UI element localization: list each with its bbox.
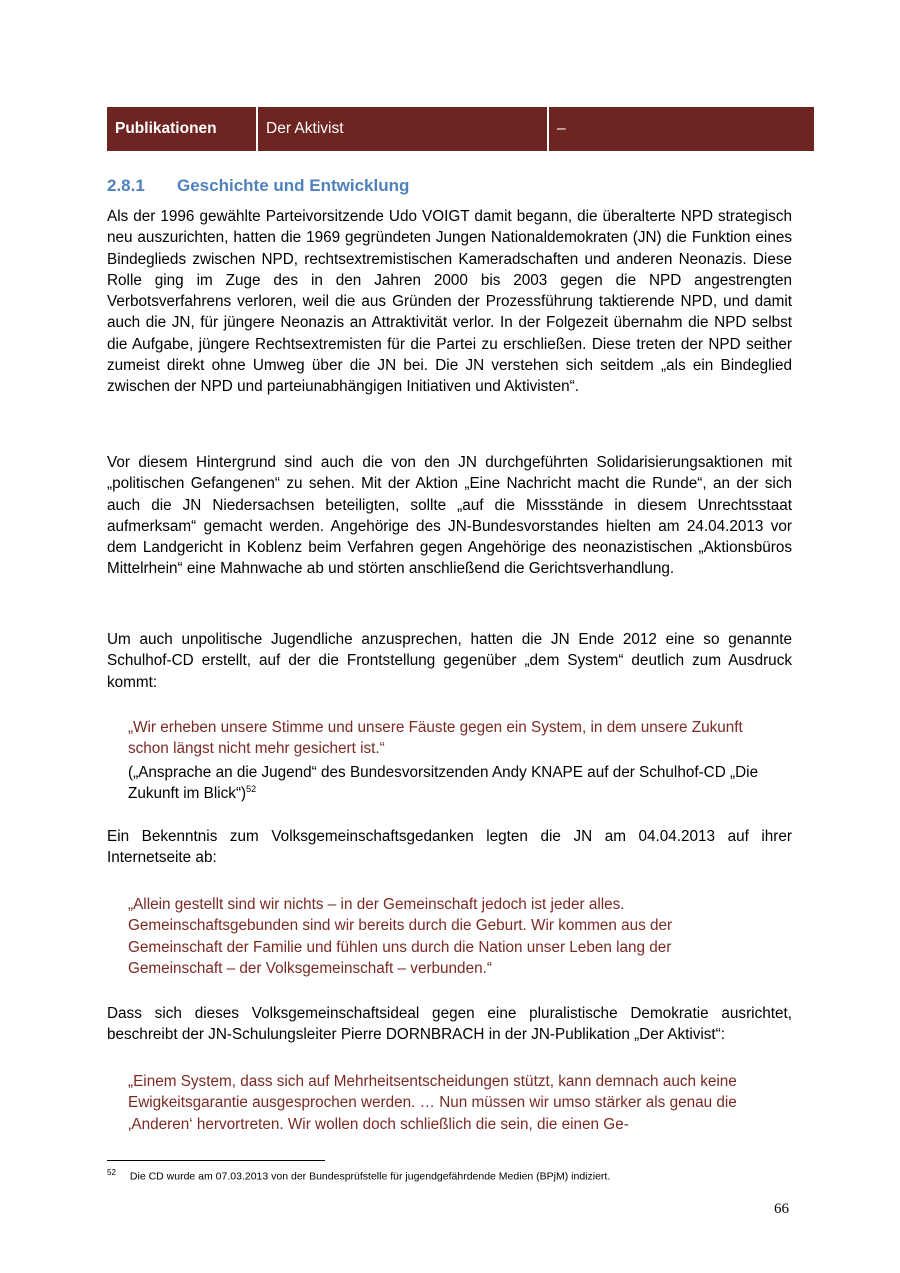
header-table (107, 107, 814, 151)
paragraph-3: Um auch unpolitische Jugendliche anzusprechen, hatten die JN Ende 2012 eine so genannte Schulhof-CD erstellt, auf der die Frontstellung gegenüber „dem System“ deutlich zum Ausdruck kommt: (107, 631, 792, 691)
quote-source (128, 762, 788, 805)
footnote-reference[interactable]: 52 (246, 784, 257, 795)
paragraph-5: Dass sich dieses Volksgemeinschaftsideal gegen eine pluralistische Demokratie ausrichtet, beschreibt der JN-Schulungsleiter Pierre DORNBRACH in der JN-Publikation „Der Aktivist“: (107, 1005, 792, 1044)
section-title: Geschichte und Entwicklung (177, 176, 410, 195)
quote-2: „Allein gestellt sind wir nichts – in der Gemeinschaft jedoch ist jeder alles. Gemeinschaftsgebunden sind wir bereits durch die Geburt. Wir kommen aus der Gemeinschaft der Familie und fühlen uns durch die Nation unser Leben lang der Gemeinschaft – der Volksgemeinschaft – verbunden.“ (128, 896, 673, 977)
page-number: 66 (774, 1201, 789, 1217)
quote-3: „Einem System, dass sich auf Mehrheitsentscheidungen stützt, kann demnach auch keine Ewigkeitsgarantie ausgesprochen werden. … Nun müssen wir umso stärker als genau die ‚Anderen‘ hervortreten. Wir wollen doch schließlich die sein, die einen Ge- (128, 1073, 737, 1133)
quote-1: „Wir erheben unsere Stimme und unsere Fäuste gegen ein System, in dem unsere Zukunft schon längst nicht mehr gesichert ist.“ (128, 719, 743, 758)
quote-source-text: („Ansprache an die Jugend“ des Bundesvorsitzenden Andy KNAPE auf der Schulhof-CD „Die Zukunft im Blick“) (128, 764, 759, 803)
paragraph-2: Vor diesem Hintergrund sind auch die von den JN durchgeführten Solidarisierungsaktionen mit „politischen Gefangenen“ zu sehen. Mit der Aktion „Eine Nachricht macht die Runde“, an der sich auch die JN Niedersachsen beteiligten, sollte „auf die Missstände in diesem Unrechtsstaat aufmerksam“ gemacht werden. Angehörige des JN-Bundesvorstandes hielten am 24.04.2013 vor dem Landgericht in Koblenz beim Verfahren gegen Angehörige des neonazistischen „Aktionsbüros Mittelrhein“ eine Mahnwache ab und störten anschließend die Gerichtsverhandlung. (107, 454, 792, 578)
section-heading (107, 176, 409, 196)
header-publication-cell: Der Aktivist (258, 107, 547, 151)
section-number: 2.8.1 (107, 176, 145, 195)
header-extra-cell: – (549, 107, 814, 151)
footnote-separator (107, 1160, 325, 1161)
footnote-text: Die CD wurde am 07.03.2013 von der Bundesprüfstelle für jugendgefährdende Medien (BPjM) indiziert. (129, 1170, 611, 1183)
footnote-mark: 52 (107, 1168, 116, 1177)
paragraph-4: Ein Bekenntnis zum Volksgemeinschaftsgedanken legten die JN am 04.04.2013 auf ihrer Internetseite ab: (107, 828, 792, 867)
footnote (107, 1168, 610, 1183)
header-category-cell: Publikationen (107, 107, 256, 151)
paragraph-1: Als der 1996 gewählte Parteivorsitzende Udo VOIGT damit begann, die überalterte NPD strategisch neu auszurichten, hatten die 1969 gegründeten Jungen Nationaldemokraten (JN) die Funktion eines Bindeglieds zwischen NPD, rechtsextremistischen Kameradschaften und anderen Neonazis. Diese Rolle ging im Zuge des in den Jahren 2000 bis 2003 gegen die NPD angestrengten Verbotsverfahrens verloren, weil die aus Gründen der Prozessführung taktierende NPD, und damit auch die JN, für jüngere Neonazis an Attraktivität verlor. In der Folgezeit übernahm die NPD selbst die Aufgabe, jüngere Rechtsextremisten für die Partei zu erschließen. Diese treten der NPD seither zumeist direkt ohne Umweg über die JN bei. Die JN verstehen sich seitdem „als ein Bindeglied zwischen der NPD und parteiunabhängigen Initiativen und Aktivisten“. (107, 208, 792, 396)
